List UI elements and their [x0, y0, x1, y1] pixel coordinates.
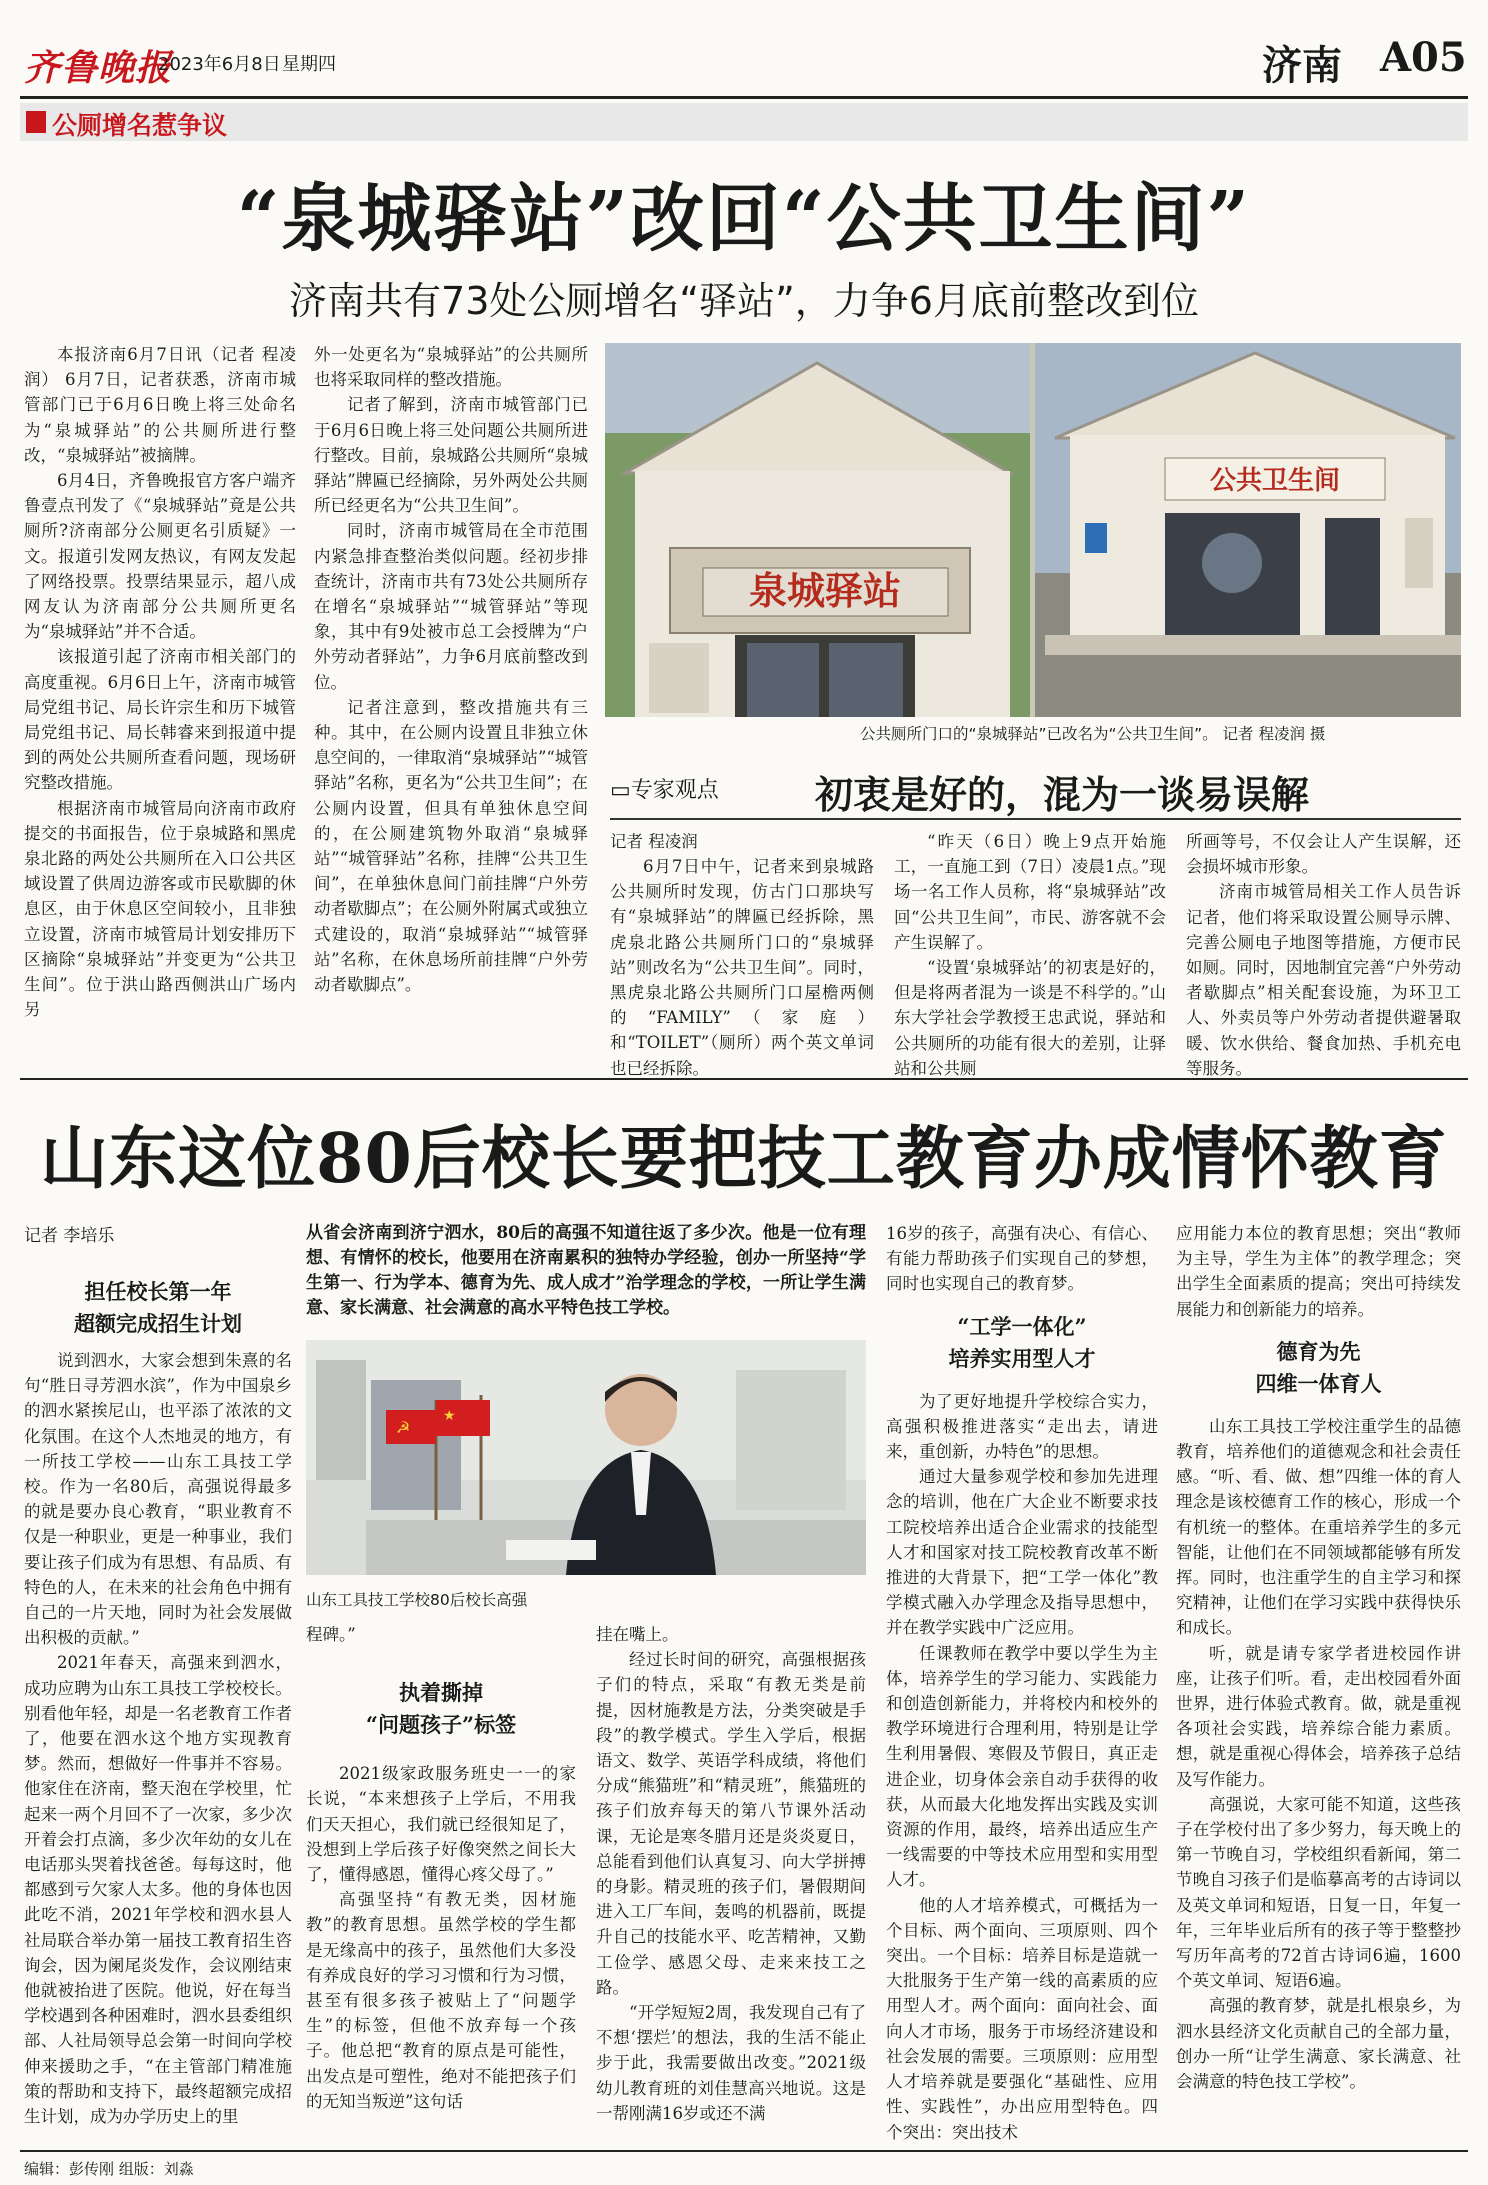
story2-paragraph: 应用能力本位的教育思想；突出“教师为主导，学生为主体”的教学理念；突出学生全面素质的提高；突出可持续发展能力和创新能力的培养。: [1176, 1224, 1461, 1319]
story1-column-2: [314, 342, 588, 997]
subhead-line: 担任校长第一年: [84, 1279, 232, 1304]
story2-column-1: [24, 1348, 292, 2129]
expert-title: 初衷是好的，混为一谈易误解: [815, 772, 1310, 817]
expert-paragraph: “设置‘泉城驿站’的初衷是好的，但是将两者混为一谈是不科学的。”山东大学社会学教授王忠武说，驿站和公共厕所的功能有很大的差别，让驿站和公共厕: [894, 958, 1166, 1078]
subhead-line: “工学一体化”: [957, 1313, 1087, 1339]
photo-sign-right: 公共卫生间: [1209, 466, 1341, 496]
story2-paragraph: 他的人才培养模式，可概括为一个目标、两个面向、三项原则、四个突出。一个目标：培养目标是造就一大批服务于生产第一线的高素质的应用型人才。两个面向：面向社会、面向人才市场，服务于市场经济建设和社会发展的需要。三项原则：应用型人才培养就是要强化“基础性、应用性、实践性”，办出应用型特色。四个突出：突出技术: [886, 1895, 1158, 2142]
expert-column-3: [1186, 829, 1461, 1081]
story1-subhead: 济南共有73处公厕增名“驿站”，力争6月底前整改到位: [289, 279, 1199, 323]
expert-byline: 记者 程凌润: [610, 832, 698, 851]
expert-tag-label: 专家观点: [630, 778, 719, 803]
subhead-line: 四维一体育人: [1255, 1370, 1382, 1396]
story2-paragraph: 通过大量参观学校和参加先进理念的培训，他在广大企业不断要求技工院校培养出适合企业需求的技能型人才和国家对技工院校教育改革不断推进的大背景下，把“工学一体化”教学模式融入办学理念及指导思想中，并在教学实践中广泛应用。: [886, 1467, 1158, 1638]
story2-lead: 从省会济南到济宁泗水，80后的高强不知道往返了多少次。他是一位有理想、有情怀的校长，他要用在济南累积的独特办学经验，创办一所坚持“学生第一、行为学本、德育为先、成人成才”治学理念的学校，一所让学生满意、家长满意、社会满意的高水平特色技工学校。: [306, 1223, 866, 1318]
story1-paragraph: 6月4日，齐鲁晚报官方客户端齐鲁壹点刊发了《“泉城驿站”竟是公共厕所?济南部分公厕更名引质疑》一文。报道引发网友热议，有网友发起了网络投票。投票结果显示，超八成网友认为济南部分公共厕所更名为“泉城驿站”并不合适。: [24, 471, 296, 642]
story1-headline: “泉城驿站”改回“公共卫生间”: [236, 176, 1252, 262]
section-square-icon: [26, 111, 46, 133]
issue-date: 2023年6月8日: [158, 54, 281, 75]
story2-paragraph: 程碑。”: [306, 1625, 356, 1644]
story2-paragraph: 听，就是请专家学者进校园作讲座，让孩子们听。看，走出校园看外面世界，进行体验式教育。做，就是重视各项社会实践，培养综合能力素质。想，就是重视心得体会，培养孩子总结及写作能力。: [1176, 1643, 1461, 1789]
section-city: 济南: [1262, 42, 1342, 89]
story1-paragraph: 根据济南市城管局向济南市政府提交的书面报告，位于泉城路和黑虎泉北路的两处公共厕所在入口公共区域设置了供周边游客或市民歇脚的休息区，由于休息区空间较小，且非独立设置，济南市城管局计划安排历下区摘除“泉城驿站”并变更为“公共卫生间”。位于洪山路西侧洪山广场内另: [24, 798, 296, 1020]
story2-paragraph: 经过长时间的研究，高强根据孩子们的特点，采取“有教无类是前提，因材施教是方法，分类突破是手段”的教学模式。学生入学后，根据语文、数学、英语学科成绩，将他们分成“熊猫班”和“精灵班”，熊猫班的孩子们放弃每天的第八节课外活动课，无论是寒冬腊月还是炎炎夏日，总能看到他们认真复习、向大学拼搏的身影。精灵班的孩子们，暑假期间进入工厂车间，轰鸣的机器前，既提升自己的技能水平、吃苦精神，又勤工俭学、感恩父母、走来来技工之路。: [596, 1650, 866, 1997]
story1-paragraph: 同时，济南市城管局在全市范围内紧急排查整治类似问题。经初步排查统计，济南市共有73处公共厕所存在增名“泉城驿站”“城管驿站”等现象，其中有9处被市总工会授牌为“户外劳动者驿站”，力争6月底前整改到位。: [314, 521, 588, 692]
expert-paragraph: 6月7日中午，记者来到泉城路公共厕所时发现，仿古门口那块写有“泉城驿站”的牌匾已经拆除，黑虎泉北路公共厕所门口的“泉城驿站”则改名为“公共卫生间”。同时，黑虎泉北路公共厕所门口屋檐两侧的“FAMILY”（家庭）和“TOILET”（厕所）两个英文单词也已经拆除。: [610, 857, 874, 1078]
section-bar: [20, 103, 1468, 141]
story2-col1-subhead: [24, 1276, 292, 1340]
expert-tag: [610, 773, 719, 804]
expert-rule: [610, 818, 1461, 820]
subhead-line: 德育为先: [1276, 1338, 1361, 1364]
photo-caption: 公共厕所门口的“泉城驿站”已改名为“公共卫生间”。 记者 程凌润 摄: [860, 725, 1326, 743]
story2-column-5: [1176, 1221, 1461, 2094]
story2-column-4: [886, 1221, 1158, 2145]
subhead-line: 培养实用型人才: [948, 1345, 1096, 1371]
section-label: 公厕增名惹争议: [52, 111, 228, 140]
story2-paragraph: 16岁的孩子，高强有决心、有信心、有能力帮助孩子们实现自己的梦想，同时也实现自己的教育梦。: [886, 1224, 1158, 1294]
story2-paragraph: 2021年春天，高强来到泗水，成功应聘为山东工具技工学校校长。别看他年轻，却是一名老教育工作者了，他要在泗水这个地方实现教育梦。然而，想做好一件事并不容易。他家住在济南，整天泡在学校里，忙起来一两个月回不了一次家，多少次开着会打点滴，多少次年幼的女儿在电话那头哭着找爸爸。每每这时，他都感到亏欠家人太多。他的身体也因此吃不消，2021年学校和泗水县人社局联合举办第一届技工教育招生咨询会，因为阑尾炎发作，会议刚结束他就被抬进了医院。他说，好在每当学校遇到各种困难时，泗水县委组织部、人社局领导总会第一时间向学校伸来援助之手，“在主管部门精准施策的帮助和支持下，最终超额完成招生计划，成为办学历史上的里: [24, 1653, 292, 2127]
subhead-line: “问题孩子”标签: [365, 1712, 517, 1738]
principal-portrait: [306, 1340, 866, 1575]
portrait-caption: 山东工具技工学校80后校长高强: [306, 1591, 528, 1609]
story2-column-3: [596, 1622, 866, 2126]
expert-paragraph: 济南市城管局相关工作人员告诉记者，他们将采取设置公厕导示牌、完善公厕电子地图等措施，方便市民如厕。同时，因地制宜完善“户外劳动者歇脚点”相关配套设施，为环卫工人、外卖员等户外劳动者提供避暑取暖、饮水供给、餐食加热、手机充电等服务。: [1186, 882, 1461, 1078]
bottom-rule: [20, 2150, 1468, 2152]
story2-headline: 山东这位80后校长要把技工教育办成情怀教育: [40, 1119, 1448, 1199]
story2-paragraph: 高强说，大家可能不知道，这些孩子在学校付出了多少努力，每天晚上的第一节晚自习，学校组织看新闻，第二节晚自习孩子们是临摹高考的古诗词以及英文单词和短语，日复一日，年复一年，三年毕业后所有的孩子等于整整抄写历年高考的72首古诗词6遍，1600个英文单词、短语6遍。: [1176, 1794, 1461, 1991]
expert-column-1: [610, 854, 874, 1081]
story2-paragraph: 高强的教育梦，就是扎根泉乡，为泗水县经济文化贡献自己的全部力量，创办一所“让学生满意、家长满意、社会满意的特色技工学校”。: [1176, 1996, 1461, 2092]
page-footer: 编辑：彭传刚 组版：刘淼: [24, 2160, 194, 2178]
newspaper-logo: 齐鲁晚报: [24, 47, 173, 89]
story1-paragraph: 记者了解到，济南市城管部门已于6月6日晚上将三处问题公共厕所进行整改。目前，泉城路公共厕所“泉城驿站”牌匾已经摘除，另外两处公共厕所已经更名为“公共卫生间”。: [314, 395, 588, 516]
story2-paragraph: 挂在嘴上。: [596, 1625, 679, 1644]
story1-paragraph: 该报道引起了济南市相关部门的高度重视。6月6日上午，济南市城管局党组书记、局长许宗生和历下城管局党组书记、局长韩睿来到报道中提到的两处公共厕所查看问题，现场研究整改措施。: [24, 647, 296, 793]
story1-paragraph: 本报济南6月7日讯（记者 程凌润） 6月7日，记者获悉，济南市城管部门已于6月6日晚上将三处命名为“泉城驿站”的公共厕所进行整改，“泉城驿站”被摘牌。: [24, 345, 296, 465]
story2-paragraph: “开学短短2周，我发现自己有了不想‘摆烂’的想法，我的生活不能止步于此，我需要做出改变。”2021级幼儿教育班的刘佳慧高兴地说。这是一帮刚满16岁或还不满: [596, 2003, 866, 2123]
subhead-line: 执着撕掉: [399, 1680, 483, 1706]
story2-byline: 记者 李培乐: [24, 1226, 115, 1246]
story2-paragraph: 2021级家政服务班史一一的家长说，“本来想孩子上学后，不用我们天天担心，我们就已经很知足了，没想到上学后孩子好像突然之间长大了，懂得感恩，懂得心疼父母了。”: [306, 1764, 576, 1885]
story1-paragraph: 记者注意到，整改措施共有三种。其中，在公厕内设置且非独立休息空间的，一律取消“泉城驿站”“城管驿站”名称，更名为“公共卫生间”；在公厕内设置，但具有单独休息空间的，在公厕建筑物外取消“泉城驿站”“城管驿站”名称，挂牌“公共卫生间”，在单独休息间门前挂牌“户外劳动者歇脚点”；在公厕外附属式或独立式建设的，取消“泉城驿站”“城管驿站”名称，在休息场所前挂牌“户外劳动者歇脚点”。: [314, 697, 588, 995]
story2-paragraph: 说到泗水，大家会想到朱熹的名句“胜日寻芳泗水滨”，作为中国泉乡的泗水紧挨尼山，也平添了浓浓的文化氛围。在这个人杰地灵的地方，有一所技工学校——山东工具技工学校。作为一名80后，高强说得最多的就是要办良心教育，“职业教育不仅是一种职业，更是一种事业，我们要让孩子们成为有思想、有品质、有特色的人，在未来的社会角色中拥有自己的一片天地，同时为社会发展做出积极的贡献。”: [24, 1351, 292, 1648]
story2-paragraph: 高强坚持“有教无类，因材施教”的教育思想。虽然学校的学生都是无缘高中的孩子，虽然他们大多没有养成良好的学习习惯和行为习惯，甚至有很多孩子被贴上了“问题学生”的标签，但他不放弃每一个孩子。他总把“教育的原点是可能性，出发点是可塑性，绝对不能把孩子们的无知当叛逆”这句话: [306, 1890, 576, 2111]
expert-square-icon: ▭: [610, 778, 631, 803]
expert-paragraph: 所画等号，不仅会让人产生误解，还会损坏城市形象。: [1186, 832, 1461, 877]
photo-sign-left: 泉城驿站: [748, 568, 902, 613]
party-flag-icon: ☭: [396, 1418, 411, 1437]
expert-paragraph: “昨天（6日）晚上9点开始施工，一直施工到（7日）凌晨1点。”现场一名工作人员称，将“泉城驿站”改回“公共卫生间”，市民、游客就不会产生误解了。: [894, 832, 1166, 952]
subhead-line: 超额完成招生计划: [74, 1311, 242, 1336]
story2-paragraph: 为了更好地提升学校综合实力，高强积极推进落实“走出去，请进来，重创新，办特色”的思想。: [886, 1391, 1158, 1462]
toilet-photo: [605, 343, 1461, 717]
page-number: A05: [1380, 34, 1467, 81]
issue-weekday: 星期四: [282, 54, 336, 75]
story1-paragraph: 外一处更名为“泉城驿站”的公共厕所也将采取同样的整改措施。: [314, 345, 588, 390]
national-flag-icon: ★: [443, 1408, 456, 1424]
expert-column-2: [894, 829, 1166, 1081]
story1-column-1: [24, 342, 296, 1022]
story-divider: [20, 1078, 1468, 1080]
story2-paragraph: 山东工具技工学校注重学生的品德教育，培养他们的道德观念和社会责任感。“听、看、做、想”四维一体的育人理念是该校德育工作的核心，形成一个有机统一的整体。在重培养学生的多元智能，让他们在不同领域都能够有所发挥。同时，也注重学生的自主学习和探究精神，让他们在学习实践中获得快乐和成长。: [1176, 1416, 1461, 1638]
top-rule: [20, 96, 1468, 99]
story2-paragraph: 任课教师在教学中要以学生为主体，培养学生的学习能力、实践能力和创造创新能力，并将校内和校外的教学环境进行合理利用，特别是让学生利用暑假、寒假及节假日，真正走进企业，切身体会亲自动手获得的收获，从而最大化地发挥出实践及实训资源的作用，最终，培养出适应生产一线需要的中等技术应用型和实用型人才。: [886, 1643, 1158, 1890]
story2-column-2: [306, 1622, 576, 2114]
